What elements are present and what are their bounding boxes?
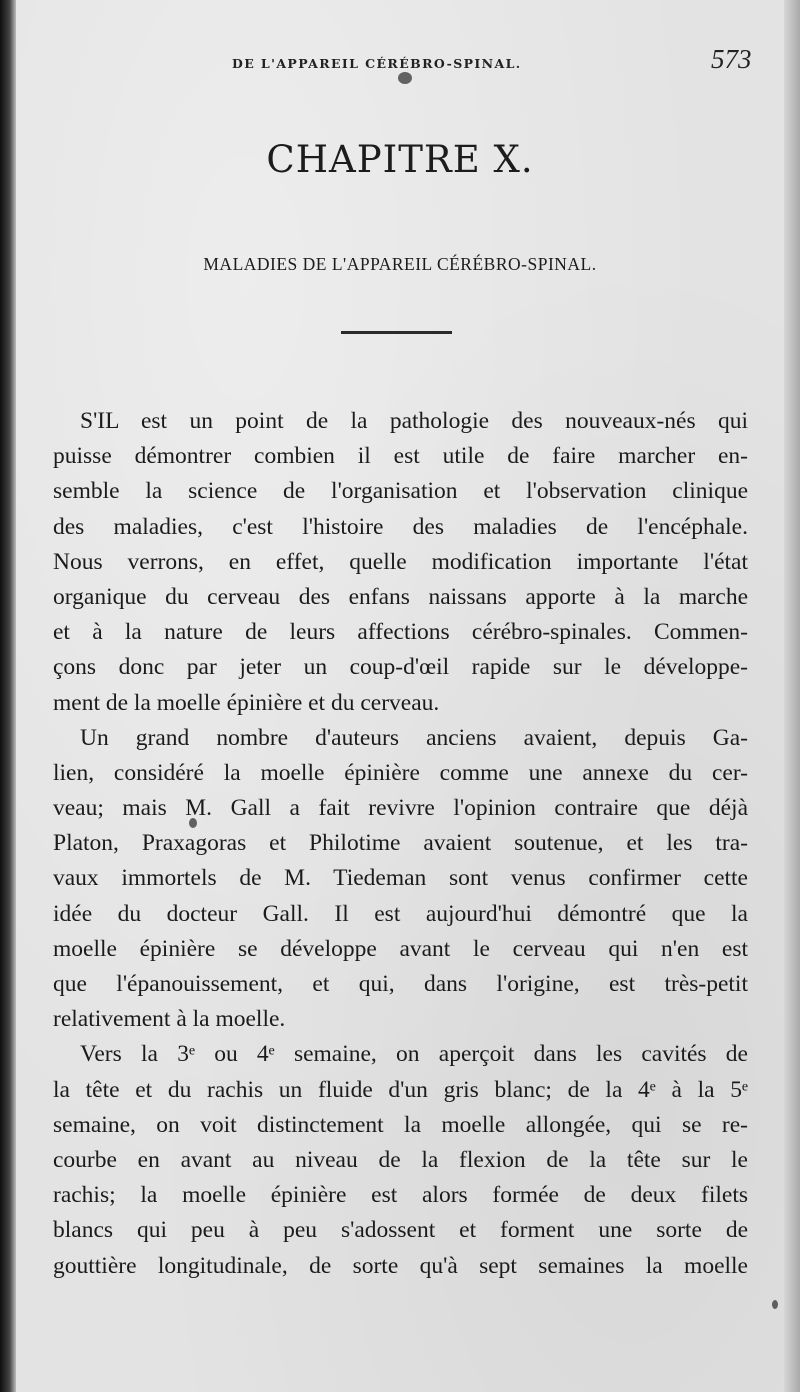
- book-gutter-shadow: [0, 0, 16, 1392]
- chapter-title: CHAPITRE X.: [266, 138, 534, 181]
- text-line: lien, considéré la moelle épinière comme une annexe du cer-: [53, 759, 748, 786]
- text-line: ment de la moelle épinière et du cerveau.: [53, 689, 440, 716]
- ink-spot: [772, 1300, 778, 1309]
- running-head: DE L'APPAREIL CÉRÉBRO-SPINAL.: [232, 56, 522, 71]
- text-line: des maladies, c'est l'histoire des maladies de l'encéphale.: [53, 513, 748, 540]
- text-line: Platon, Praxagoras et Philotime avaient soutenue, et les tra-: [53, 830, 748, 857]
- text-line: veau; mais M. Gall a fait revivre l'opinion contraire que déjà: [53, 795, 748, 822]
- text-line: que l'épanouissement, et qui, dans l'origine, est très-petit: [53, 971, 748, 997]
- text-line: vaux immortels de M. Tiedeman sont venus confirmer cette: [53, 865, 748, 892]
- text-line: et à la nature de leurs affections cérébro-spinales. Commen-: [53, 619, 748, 646]
- text-line: courbe en avant au niveau de la flexion de la tête sur le: [53, 1146, 748, 1173]
- text-line: Vers la 3ᵉ ou 4ᵉ semaine, on aperçoit dans les cavités de: [80, 1041, 748, 1068]
- paragraph: [53, 721, 748, 1038]
- text-line: la tête et du rachis un fluide d'un gris blanc; de la 4ᵉ à la 5ᵉ: [53, 1076, 748, 1103]
- text-line: çons donc par jeter un coup-d'œil rapide sur le développe-: [53, 654, 748, 681]
- ornamental-rule: [341, 331, 452, 334]
- text-line: Nous verrons, en effet, quelle modification importante l'état: [53, 548, 748, 575]
- page-edge: [784, 0, 800, 1392]
- text-line: idée du docteur Gall. Il est aujourd'hui démontré que la: [53, 900, 748, 927]
- paragraph: [53, 1037, 748, 1283]
- text-line: organique du cerveau des enfans naissans apporte à la marche: [53, 583, 748, 610]
- text-line: relativement à la moelle.: [53, 1006, 286, 1033]
- text-line: S'IL est un point de la pathologie des nouveaux-nés qui: [80, 408, 748, 434]
- text-line: semble la science de l'organisation et l'observation clinique: [53, 478, 748, 505]
- section-title: MALADIES DE L'APPAREIL CÉRÉBRO-SPINAL.: [203, 254, 597, 274]
- text-line: gouttière longitudinale, de sorte qu'à sept semaines la moelle: [53, 1252, 748, 1279]
- text-line: rachis; la moelle épinière est alors formée de deux filets: [53, 1182, 748, 1209]
- ink-spot: [398, 72, 412, 84]
- text-line: Un grand nombre d'auteurs anciens avaient, depuis Ga-: [80, 724, 748, 751]
- body-text: [53, 404, 748, 1284]
- paragraph: [53, 404, 748, 721]
- text-line: moelle épinière se développe avant le cerveau qui n'en est: [53, 935, 748, 962]
- text-line: blancs qui peu à peu s'adossent et forment une sorte de: [53, 1217, 748, 1244]
- text-line: semaine, on voit distinctement la moelle allongée, qui se re-: [53, 1111, 748, 1138]
- text-line: puisse démontrer combien il est utile de faire marcher en-: [53, 443, 748, 470]
- page-number: 573: [711, 44, 752, 74]
